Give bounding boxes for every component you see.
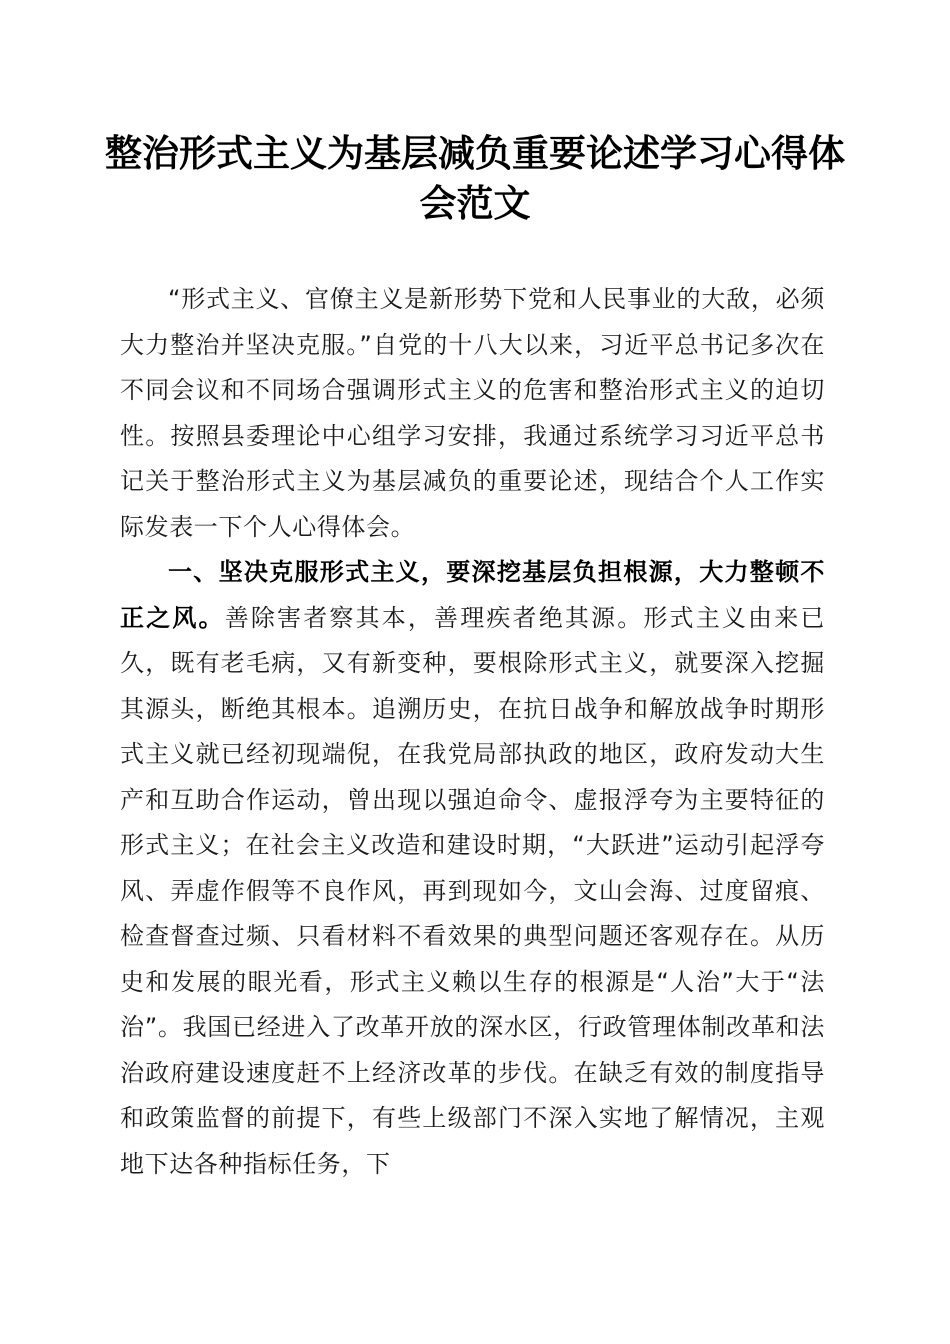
intro-paragraph xyxy=(120,277,825,550)
section-one-heading: 一、坚决克服形式主义，要深挖基层负担根源，大力整顿不正之风。 xyxy=(120,558,825,632)
intro-paragraph-text: “形式主义、官僚主义是新形势下党和人民事业的大敌，必须大力整治并坚决克服。”自党的十八大以来，习近平总书记多次在不同会议和不同场合强调形式主义的危害和整治形式主义的迫切性。按照县委理论中心组学习安排，我通过系统学习习近平总书记关于整治形式主义为基层减负的重要论述，现结合个人工作实际发表一下个人心得体会。 xyxy=(120,285,825,541)
section-one-text: 善除害者察其本，善理疾者绝其源。形式主义由来已久，既有老毛病，又有新变种，要根除形式主义，就要深入挖掘其源头，断绝其根本。追溯历史，在抗日战争和解放战争时期形式主义就已经初现端倪，在我党局部执政的地区，政府发动大生产和互助合作运动，曾出现以强迫命令、虚报浮夸为主要特征的形式主义；在社会主义改造和建设时期，“大跃进”运动引起浮夸风、弄虚作假等不良作风，再到现如今，文山会海、过度留痕、检查督查过频、只看材料不看效果的典型问题还客观存在。从历史和发展的眼光看，形式主义赖以生存的根源是“人治”大于“法治”。我国已经进入了改革开放的深水区，行政管理体制改革和法治政府建设速度赶不上经济改革的步伐。在缺乏有效的制度指导和政策监督的前提下，有些上级部门不深入实地了解情况，主观地下达各种指标任务，下 xyxy=(120,603,825,1178)
section-one-paragraph xyxy=(120,550,825,1187)
document-body xyxy=(120,277,825,1187)
document-title: 整治形式主义为基层减负重要论述学习心得体会范文 xyxy=(105,131,845,225)
